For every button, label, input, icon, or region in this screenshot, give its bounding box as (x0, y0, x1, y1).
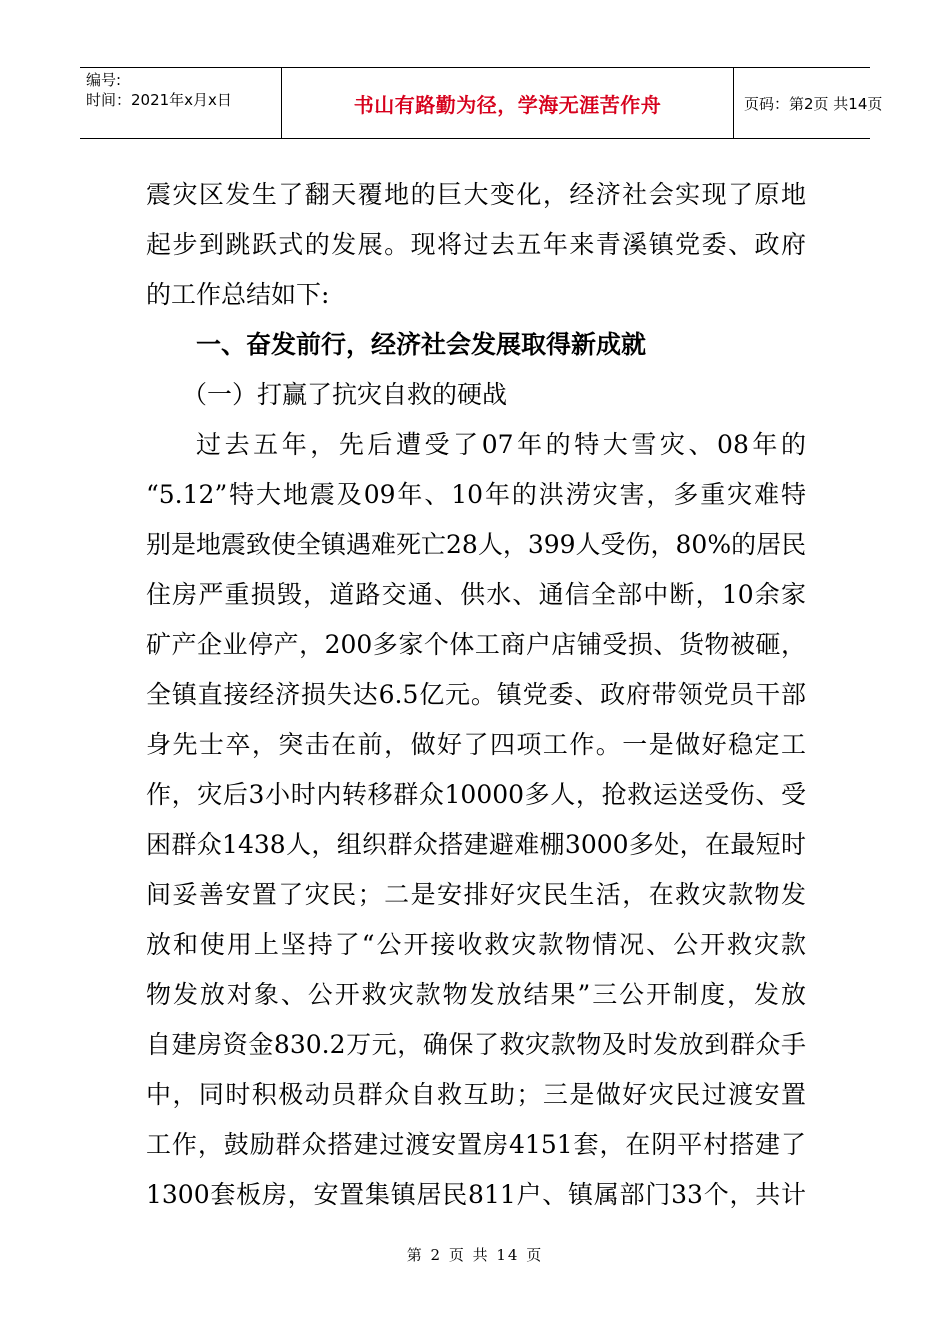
header-meta-cell (80, 68, 282, 138)
paragraph-line: 过去五年，先后遭受了07年的特大雪灾、08年的 (196, 430, 806, 459)
time-label: 时间：2021年x月x日 (86, 91, 232, 109)
subsection-heading: （一）打赢了抗灾自救的硬战 (182, 380, 508, 409)
body-line: 起步到跳跃式的发展。现将过去五年来青溪镇党委、政府 (146, 230, 806, 259)
header-motto-cell (282, 68, 734, 138)
paragraph-line: 住房严重损毁，道路交通、供水、通信全部中断，10余家 (146, 580, 806, 609)
paragraph-line: 矿产企业停产，200多家个体工商户店铺受损、货物被砸， (146, 630, 806, 659)
paragraph-line: 困群众1438人，组织群众搭建避难棚3000多处，在最短时 (146, 830, 806, 859)
paragraph-line: 间妥善安置了灾民；二是安排好灾民生活，在救灾款物发 (146, 880, 806, 909)
paragraph-line: 作，灾后3小时内转移群众10000多人，抢救运送受伤、受 (146, 780, 806, 809)
paragraph-line: “5.12”特大地震及09年、10年的洪涝灾害，多重灾难特 (146, 480, 806, 509)
paragraph-line: 全镇直接经济损失达6.5亿元。镇党委、政府带领党员干部 (146, 680, 806, 709)
document-header (80, 67, 883, 139)
paragraph-line: 物发放对象、公开救灾款物发放结果”三公开制度，发放 (146, 980, 806, 1009)
header-page-cell (734, 68, 883, 138)
motto-text: 书山有路勤为径，学海无涯苦作舟 (353, 92, 662, 117)
paragraph-line: 工作，鼓励群众搭建过渡安置房4151套，在阴平村搭建了 (146, 1130, 806, 1159)
paragraph-line: 1300套板房，安置集镇居民811户、镇属部门33个，共计 (146, 1180, 806, 1209)
body-line: 的工作总结如下: (146, 280, 330, 309)
number-label: 编号: (86, 71, 122, 89)
paragraph-line: 自建房资金830.2万元，确保了救灾款物及时发放到群众手 (146, 1030, 806, 1059)
page-info: 页码：第2页 共14页 (744, 94, 883, 113)
paragraph-line: 身先士卒，突击在前，做好了四项工作。一是做好稳定工 (146, 730, 806, 759)
page-footer: 第 2 页 共 14 页 (406, 1246, 544, 1264)
document-body (146, 170, 806, 1220)
paragraph-line: 放和使用上坚持了“公开接收救灾款物情况、公开救灾款 (146, 930, 806, 959)
paragraph-line: 别是地震致使全镇遇难死亡28人，399人受伤，80%的居民 (146, 530, 806, 559)
section-heading: 一、奋发前行，经济社会发展取得新成就 (196, 330, 647, 359)
paragraph-line: 中，同时积极动员群众自救互助；三是做好灾民过渡安置 (146, 1080, 806, 1109)
body-line: 震灾区发生了翻天覆地的巨大变化，经济社会实现了原地 (146, 180, 806, 209)
